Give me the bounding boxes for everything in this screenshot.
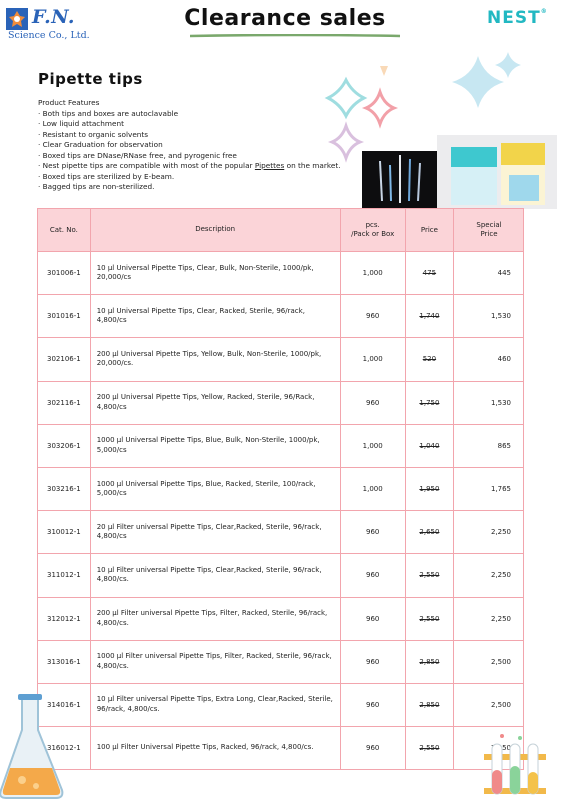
price-cell [405,424,453,467]
feature-item: · Low liquid attachment [38,119,341,130]
original-price: 2,550 [419,614,440,623]
special-price-cell: 2,250 [454,554,524,597]
description-cell: 200 µl Filter universal Pipette Tips, Filter, Racked, Sterile, 96/rack, 4,800/cs. [90,597,340,640]
description-cell: 1000 µl Filter universal Pipette Tips, Filter, Racked, Sterile, 96/rack, 4,800/cs. [90,640,340,683]
product-features [38,98,341,193]
original-price: 1,950 [419,485,440,494]
cat-no-cell: 303216-1 [38,467,91,510]
original-price: 475 [422,269,437,278]
cat-no-cell: 312012-1 [38,597,91,640]
cat-no-cell: 302106-1 [38,338,91,381]
product-table [37,208,524,770]
special-price-cell: 445 [454,252,524,295]
special-price-cell: 2,500 [454,683,524,726]
table-row [38,424,524,467]
pcs-cell: 960 [340,727,405,770]
description-cell: 10 µl Universal Pipette Tips, Clear, Bulk, Non-Sterile, 1000/pk, 20,000/cs [90,252,340,295]
section-title: Pipette tips [38,70,143,88]
header-pcs-line2: /Pack or Box [351,230,395,238]
tip-boxes-photo [437,135,557,209]
feature-text: Nest pipette tips are compatible with most of the popular [42,161,255,170]
pcs-cell: 960 [340,683,405,726]
pcs-cell: 960 [340,381,405,424]
pcs-cell: 1,000 [340,252,405,295]
special-price-cell: 2,500 [454,640,524,683]
pcs-cell: 960 [340,511,405,554]
table-row [38,295,524,338]
pcs-cell: 960 [340,597,405,640]
header-cat-no: Cat. No. [38,209,91,252]
pcs-cell: 960 [340,640,405,683]
price-cell [405,683,453,726]
description-cell: 10 µl Filter universal Pipette Tips, Extra Long, Clear,Racked, Sterile, 96/rack, 4,800/cs. [90,683,340,726]
pcs-cell: 960 [340,295,405,338]
header-description: Description [90,209,340,252]
header-special-line1: Special [476,221,502,229]
company-subtitle: Science Co., Ltd. [8,30,90,41]
special-price-cell: 1,530 [454,381,524,424]
description-cell: 20 µl Filter universal Pipette Tips, Clear,Racked, Sterile, 96/rack, 4,800/cs [90,511,340,554]
special-price-cell: 865 [454,424,524,467]
special-price-cell: 460 [454,338,524,381]
flask-icon [0,694,70,800]
original-price: 2,550 [419,744,440,753]
title-underline [190,34,400,38]
cat-no-cell: 301006-1 [38,252,91,295]
table-row [38,381,524,424]
cat-no-cell: 310012-1 [38,511,91,554]
description-cell: 10 µl Filter universal Pipette Tips, Clear,Racked, Sterile, 96/rack, 4,800/cs. [90,554,340,597]
feature-text: on the market. [284,161,341,170]
price-cell [405,252,453,295]
table-row [38,467,524,510]
price-cell [405,295,453,338]
feature-item-compatibility [38,161,341,172]
special-price-cell: 2,250 [454,597,524,640]
price-cell [405,727,453,770]
cat-no-cell: 302116-1 [38,381,91,424]
original-price: 2,850 [419,657,440,666]
header-special-price [454,209,524,252]
original-price: 2,850 [419,700,440,709]
original-price: 1,040 [419,441,440,450]
description-cell: 1000 µl Universal Pipette Tips, Blue, Bulk, Non-Sterile, 1000/pk, 5,000/cs [90,424,340,467]
test-tubes-icon [480,732,550,800]
table-row [38,640,524,683]
price-cell [405,597,453,640]
header-price: Price [405,209,453,252]
pcs-cell: 1,000 [340,424,405,467]
description-cell: 10 µl Universal Pipette Tips, Clear, Racked, Sterile, 96/rack, 4,800/cs [90,295,340,338]
table-row [38,252,524,295]
description-cell: 100 µl Filter Universal Pipette Tips, Racked, 96/rack, 4,800/cs. [90,727,340,770]
special-price-cell: 1,530 [454,295,524,338]
cat-no-cell: 316012-1 [38,727,91,770]
table-header-row [38,209,524,252]
original-price: 520 [422,355,437,364]
special-price-cell: 2,250 [454,511,524,554]
page-title: Clearance sales [184,6,386,31]
price-cell [405,467,453,510]
cat-no-cell: 313016-1 [38,640,91,683]
price-cell [405,640,453,683]
pcs-cell: 1,000 [340,467,405,510]
feature-item: · Resistant to organic solvents [38,130,341,141]
cat-no-cell: 314016-1 [38,683,91,726]
header-special-line2: Price [480,230,498,238]
original-price: 2,650 [419,528,440,537]
pcs-cell: 960 [340,554,405,597]
features-title: Product Features [38,98,100,107]
feature-item: · Both tips and boxes are autoclavable [38,109,341,120]
price-cell [405,381,453,424]
company-brand: F.N. [32,6,75,28]
feature-item: · Boxed tips are sterilized by E-beam. [38,172,341,183]
table-row [38,511,524,554]
description-cell: 200 µl Universal Pipette Tips, Yellow, Bulk, Non-Sterile, 1000/pk, 20,000/cs. [90,338,340,381]
description-cell: 200 µl Universal Pipette Tips, Yellow, Racked, Sterile, 96/Rack, 4,800/cs [90,381,340,424]
cat-no-cell: 303206-1 [38,424,91,467]
feature-item: · Clear Graduation for observation [38,140,341,151]
company-logo [6,6,116,42]
original-price: 1,750 [419,398,440,407]
feature-item: · Bagged tips are non-sterilized. [38,182,341,193]
table-row [38,554,524,597]
features-list [38,109,341,193]
original-price: 1,740 [419,312,440,321]
pcs-cell: 1,000 [340,338,405,381]
table-row [38,597,524,640]
description-cell: 1000 µl Universal Pipette Tips, Blue, Racked, Sterile, 100/rack, 5,000/cs [90,467,340,510]
nest-logo [487,8,548,28]
nest-registered-mark: ® [540,8,548,15]
pipette-tips-photo [362,151,438,209]
price-cell [405,554,453,597]
original-price: 2,550 [419,571,440,580]
header-pcs-line1: pcs. [365,221,380,229]
header-pcs [340,209,405,252]
fn-logo-mark-icon [6,8,28,30]
cat-no-cell: 301016-1 [38,295,91,338]
table-row [38,727,524,770]
price-cell [405,511,453,554]
cat-no-cell: 311012-1 [38,554,91,597]
table-row [38,683,524,726]
nest-logo-text: NEST [487,8,541,28]
price-cell [405,338,453,381]
pipettes-link[interactable]: Pipettes [254,161,285,170]
special-price-cell: 1,765 [454,467,524,510]
feature-item: · Boxed tips are DNase/RNase free, and pyrogenic free [38,151,341,162]
table-row [38,338,524,381]
